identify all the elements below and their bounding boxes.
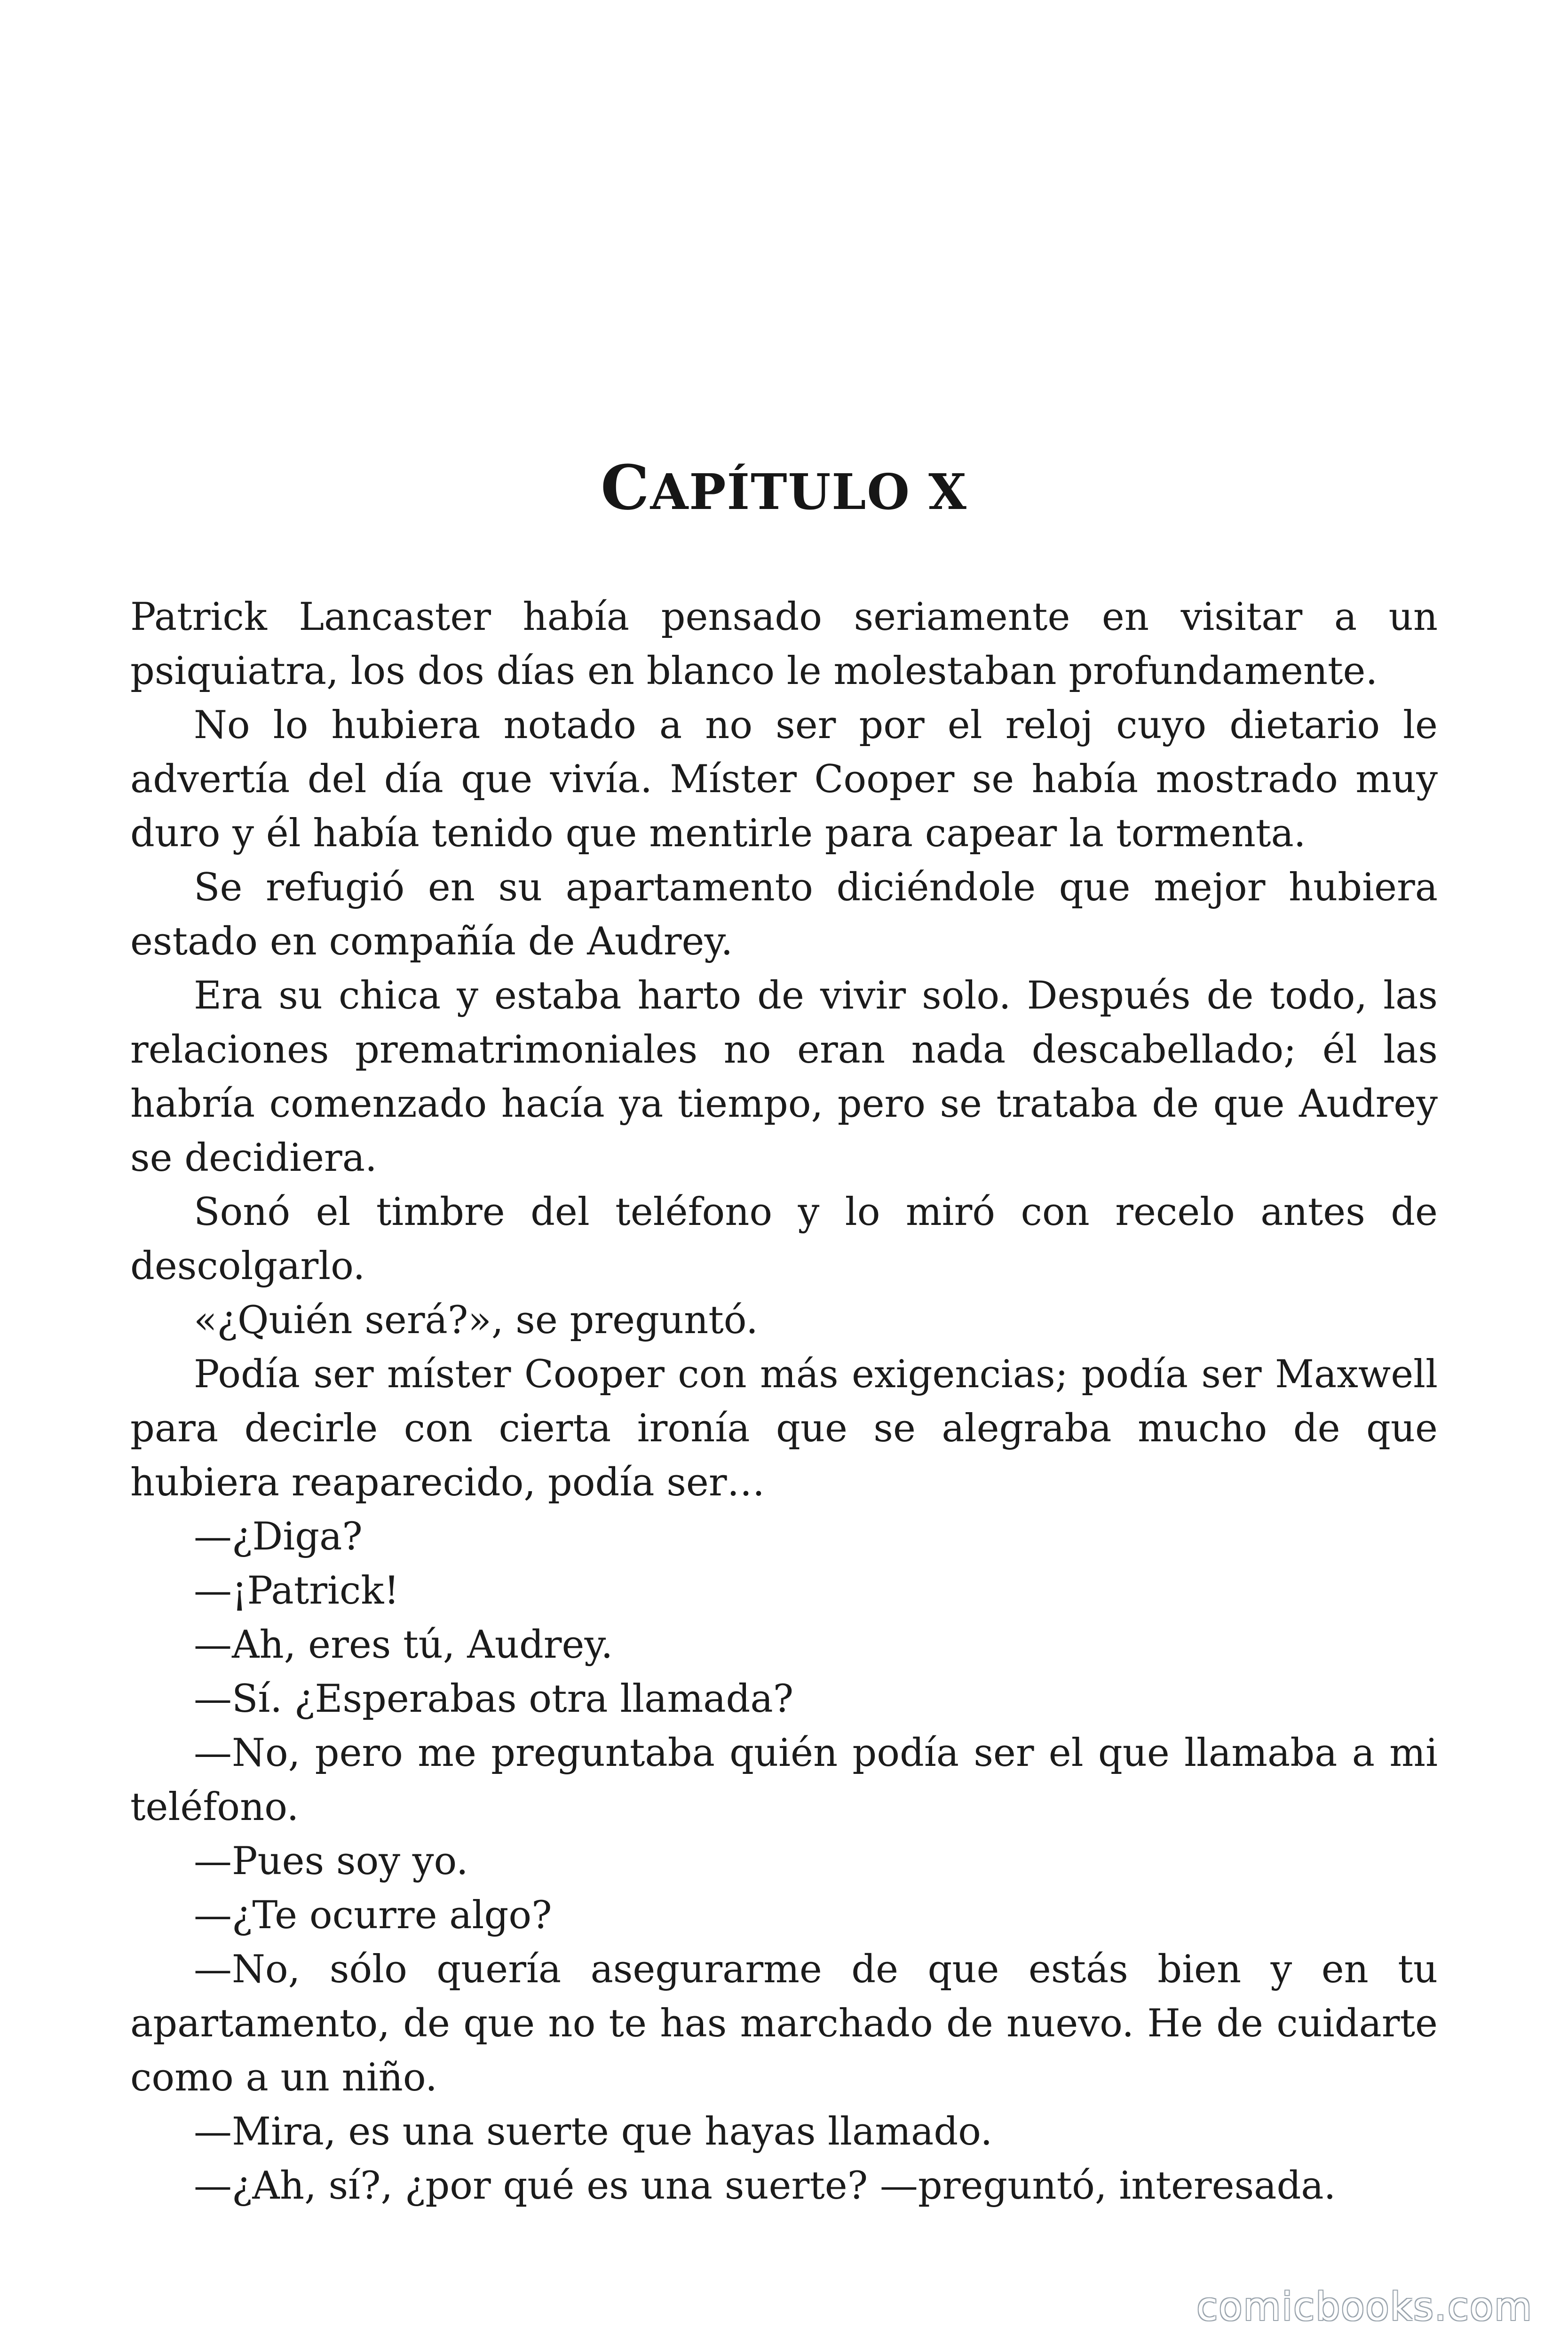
dialogue-line: —No, sólo quería asegurarme de que estás bien y en tu apartamento, de que no te has marchado de nuevo. He de cuidarte como a un niño. bbox=[130, 1947, 1438, 2100]
paragraph: Sonó el timbre del teléfono y lo miró con recelo antes de descolgarlo. bbox=[130, 1190, 1438, 1288]
dialogue-line: —Pues soy yo. bbox=[194, 1839, 468, 1883]
dialogue-line: —Ah, eres tú, Audrey. bbox=[194, 1623, 613, 1667]
chapter-title-initial: C bbox=[601, 452, 650, 524]
paragraph: Era su chica y estaba harto de vivir solo. Después de todo, las relaciones prematrimoniales no eran nada descabellado; él las habría comenzado hacía ya tiempo, pero se trataba de que Audrey se decidiera. bbox=[130, 974, 1438, 1180]
paragraph: Podía ser míster Cooper con más exigencias; podía ser Maxwell para decirle con cierta ironía que se alegraba mucho de que hubiera reaparecido, podía ser… bbox=[130, 1352, 1438, 1505]
dialogue-line: —¿Ah, sí?, ¿por qué es una suerte? —preguntó, interesada. bbox=[194, 2164, 1336, 2208]
paragraph: «¿Quién será?», se preguntó. bbox=[194, 1298, 758, 1343]
paragraph: No lo hubiera notado a no ser por el reloj cuyo dietario le advertía del día que vivía. Míster Cooper se había mostrado muy duro y él había tenido que mentirle para capear la tormenta. bbox=[130, 703, 1438, 856]
chapter-title-rest: APÍTULO X bbox=[650, 463, 967, 521]
paragraph: Se refugió en su apartamento diciéndole que mejor hubiera estado en compañía de Audrey. bbox=[130, 866, 1438, 964]
paragraph: Patrick Lancaster había pensado seriamente en visitar a un psiquiatra, los dos días en blanco le molestaban profundamente. bbox=[130, 595, 1438, 693]
dialogue-line: —No, pero me preguntaba quién podía ser el que llamaba a mi teléfono. bbox=[130, 1731, 1438, 1829]
dialogue-line: —¿Te ocurre algo? bbox=[194, 1893, 552, 1938]
chapter-title bbox=[0, 452, 1568, 524]
watermark: comicbooks.com bbox=[1196, 2285, 1533, 2329]
dialogue-line: —¿Diga? bbox=[194, 1515, 363, 1559]
dialogue-line: —Mira, es una suerte que hayas llamado. bbox=[194, 2110, 993, 2154]
chapter-body bbox=[130, 590, 1438, 2213]
dialogue-line: —Sí. ¿Esperabas otra llamada? bbox=[194, 1677, 794, 1721]
dialogue-line: —¡Patrick! bbox=[194, 1569, 399, 1613]
